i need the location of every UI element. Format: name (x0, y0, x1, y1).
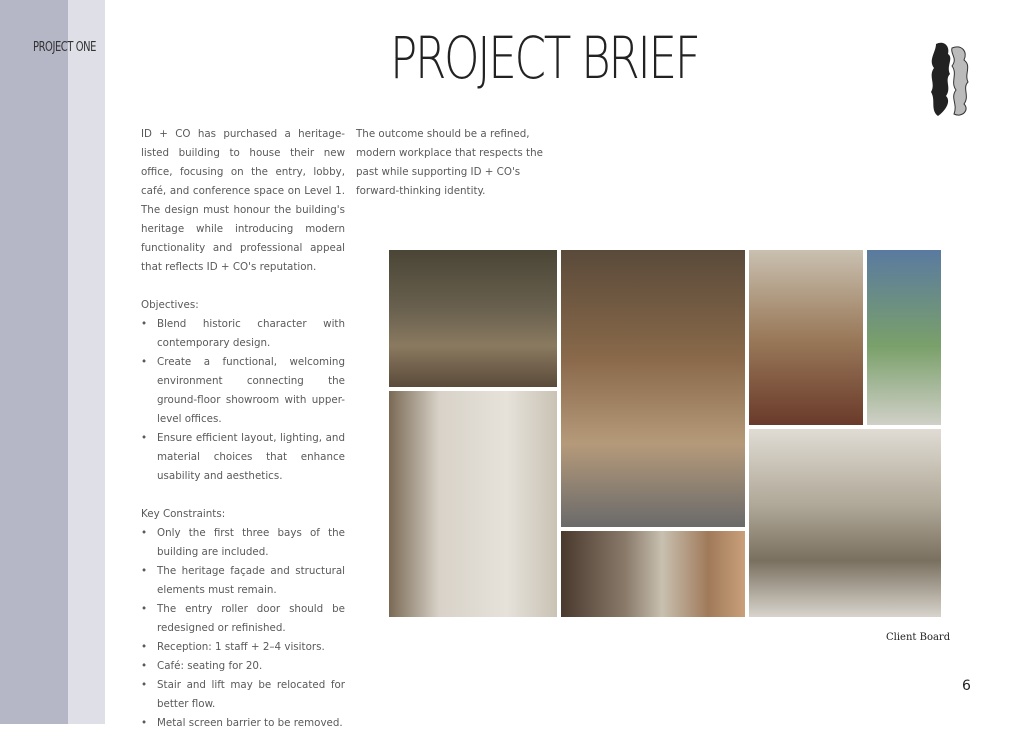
constraints-list (141, 524, 345, 733)
lobby-image (561, 250, 745, 527)
objectives-heading: Objectives: (141, 299, 199, 311)
logo-icon (928, 40, 978, 120)
stair-image (749, 250, 863, 425)
list-item: • Reception: 1 staff + 2–4 visitors. (141, 638, 345, 657)
list-item: • Only the first three bays of the building are included. (141, 524, 345, 562)
list-item: • The entry roller door should be redesigned or refinished. (141, 600, 345, 638)
page-number: 6 (962, 678, 971, 694)
list-item: • The heritage façade and structural elements must remain. (141, 562, 345, 600)
list-item: • Blend historic character with contemporary design. (141, 315, 345, 353)
list-item: • Stair and lift may be relocated for better flow. (141, 676, 345, 714)
page-title: PROJECT BRIEF (390, 24, 699, 92)
sidebar-band-dark (0, 0, 68, 724)
list-item: • Create a functional, welcoming environment connecting the ground-floor showroom with upper-level offices. (141, 353, 345, 429)
constraints-heading: Key Constraints: (141, 508, 226, 520)
cafe-image (389, 250, 557, 387)
left-text-column (141, 125, 345, 752)
lounge-image (389, 391, 557, 617)
list-item: • Ensure efficient layout, lighting, and material choices that enhance usability and aesthetics. (141, 429, 345, 486)
materials-image (561, 531, 745, 617)
objectives-list (141, 315, 345, 486)
office-image (749, 429, 941, 617)
sidebar-band-light (68, 0, 105, 724)
outcome-paragraph: The outcome should be a refined, modern workplace that respects the past while supporting ID + CO's forward-thinking identity. (356, 128, 543, 197)
intro-paragraph: ID + CO has purchased a heritage-listed building to house their new office, focusing on the entry, lobby, café, and conference space on Level 1. The design must honour the building's heritage while introducing modern functionality and professional appeal that reflects ID + CO's reputation. (141, 128, 345, 273)
list-item: • Café: seating for 20. (141, 657, 345, 676)
drink-image (867, 250, 941, 425)
section-label: PROJECT ONE (33, 40, 96, 55)
list-item: • Metal screen barrier to be removed. (141, 714, 345, 733)
board-caption: Client Board (886, 632, 951, 643)
